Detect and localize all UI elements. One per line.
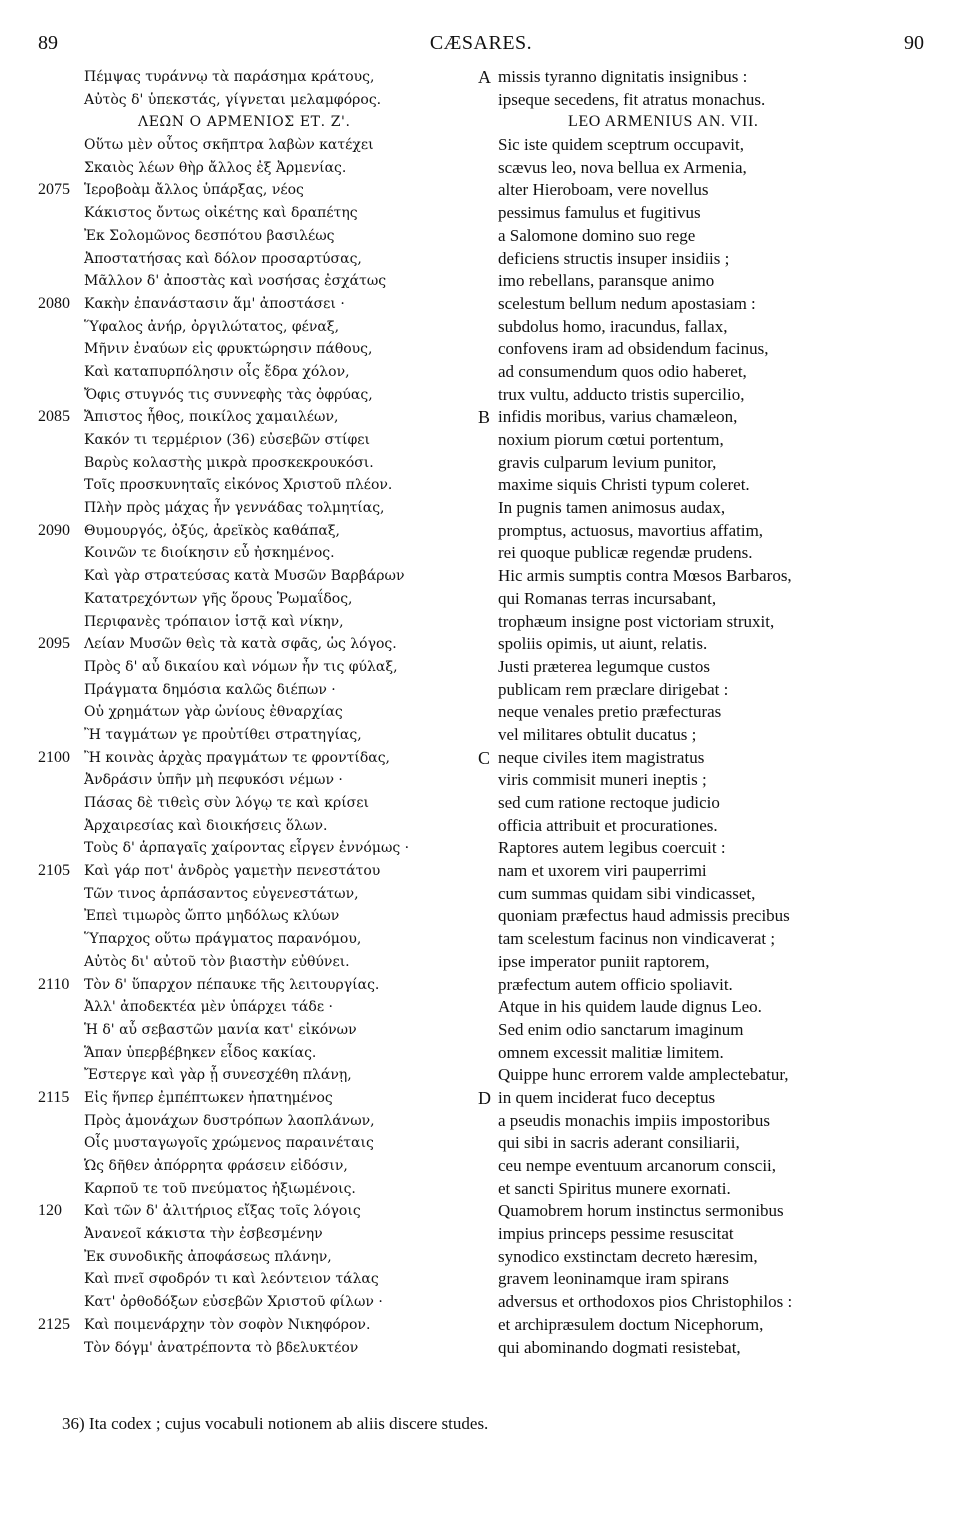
verse-line	[38, 429, 488, 452]
latin-section-heading	[478, 111, 928, 134]
greek-column	[38, 66, 491, 1359]
verse-text: qui abominando dogmati resistebat,	[498, 1337, 741, 1357]
verse-text: Αὐτὸς δι' αὐτοῦ τὸν βιαστὴν εὐθύνει.	[84, 953, 350, 970]
verse-line	[478, 565, 928, 588]
verse-line	[478, 1155, 928, 1178]
verse-line	[478, 248, 928, 271]
verse-text: scævus leo, nova bellua ex Armenia,	[498, 157, 747, 177]
verse-line	[478, 611, 928, 634]
verse-line	[38, 270, 488, 293]
verse-text: Κατ' ὀρθοδόξων εὐσεβῶν Χριστοῦ φίλων ·	[84, 1294, 383, 1311]
verse-text: Λείαν Μυσῶν θεὶς τὰ κατὰ σφᾶς, ὡς λόγος.	[84, 636, 397, 653]
verse-line	[38, 179, 488, 202]
verse-text: et sancti Spiritus munere exornati.	[498, 1178, 731, 1198]
verse-text: Πρὸς δ' αὖ δικαίου καὶ νόμων ἦν τις φύλαξ,	[84, 658, 398, 675]
verse-line	[478, 1200, 928, 1223]
verse-line	[38, 1042, 488, 1065]
verse-line	[38, 565, 488, 588]
verse-text: Κατατρεχόντων γῆς ὅρους Ῥωμαΐδος,	[84, 590, 353, 607]
verse-line	[478, 951, 928, 974]
verse-line	[478, 837, 928, 860]
verse-line	[38, 1019, 488, 1042]
verse-text: Πλὴν πρὸς μάχας ἦν γεννάδας τολμητίας,	[84, 500, 385, 517]
verse-line	[478, 384, 928, 407]
verse-text: Ἐκ Σολομῶνος δεσπότου βασιλέως	[84, 227, 335, 244]
verse-text: adversus et orthodoxos pios Christophilos :	[498, 1292, 793, 1312]
line-number: 2110	[38, 975, 70, 993]
verse-text: Πέμψας τυράννῳ τὰ παράσημα κράτους,	[84, 69, 375, 85]
verse-line	[478, 679, 928, 702]
verse-line	[38, 1223, 488, 1246]
verse-line	[38, 905, 488, 928]
verse-line	[38, 406, 491, 429]
verse-line	[38, 1246, 488, 1269]
verse-text: synodico exstinctam decreto hæresim,	[498, 1246, 758, 1266]
verse-text: Ἐπεὶ τιμωρὸς ὤπτο μηδόλως κλύων	[84, 908, 340, 925]
verse-line	[38, 837, 488, 860]
verse-text: viris commisit muneri ineptis ;	[498, 770, 707, 790]
verse-text: missis tyranno dignitatis insignibus :	[498, 67, 748, 86]
verse-line	[478, 474, 928, 497]
running-title: CÆSARES.	[429, 32, 533, 54]
verse-line	[478, 1291, 928, 1314]
verse-text: Καὶ τῶν δ' ἀλιτήριος εἴξας τοῖς λόγοις	[84, 1203, 361, 1220]
verse-line	[478, 406, 928, 429]
verse-line	[478, 724, 928, 747]
verse-text: cum summas quidam sibi vindicasset,	[498, 883, 756, 903]
verse-text: præfectum autem officio spoliavit.	[498, 974, 733, 994]
verse-text: officia attribuit et procurationes.	[498, 815, 718, 835]
verse-text: Ἀλλ' ἀποδεκτέα μὲν ὑπάρχει τάδε ·	[84, 999, 333, 1016]
verse-text: Ὡς δῆθεν ἀπόρρητα φράσειν εἰδόσιν,	[84, 1158, 348, 1174]
verse-text: Περιφανὲς τρόπαιον ἱστᾷ καὶ νίκην,	[84, 613, 344, 630]
verse-line	[38, 1155, 488, 1178]
verse-text: Ὕφαλος ἀνήρ, ὀργιλώτατος, φέναξ,	[84, 318, 340, 335]
verse-text: Αὐτὸς δ' ὑπεκστάς, γίγνεται μελαμφόρος.	[84, 91, 382, 108]
verse-line	[478, 225, 928, 248]
section-marker: A	[478, 67, 491, 87]
verse-line	[38, 656, 488, 679]
verse-line	[478, 747, 928, 770]
verse-line	[38, 747, 491, 770]
verse-text: Πάσας δὲ τιθεὶς σὺν λόγῳ τε καὶ κρίσει	[84, 795, 369, 811]
verse-line	[478, 1337, 928, 1360]
verse-text: Καὶ ποιμενάρχην τὸν σοφὸν Νικηφόρον.	[84, 1316, 371, 1333]
verse-line	[38, 452, 488, 475]
verse-line	[38, 860, 488, 883]
verse-line	[38, 316, 488, 339]
verse-line	[478, 202, 928, 225]
page-header	[0, 32, 962, 56]
verse-line	[478, 996, 928, 1019]
verse-text: et archipræsulem doctum Nicephorum,	[498, 1314, 764, 1334]
verse-line	[478, 1019, 928, 1042]
verse-text: ceu nempe eventuum arcanorum conscii,	[498, 1156, 777, 1175]
verse-line	[38, 1314, 488, 1337]
verse-line	[38, 1291, 488, 1314]
verse-line	[478, 633, 928, 656]
verse-line	[38, 1064, 488, 1087]
verse-line	[38, 815, 488, 838]
verse-line	[478, 769, 928, 792]
verse-line	[478, 974, 928, 997]
greek-section-heading	[38, 111, 488, 134]
verse-text: spoliis opimis, ut aiunt, relatis.	[498, 634, 708, 654]
verse-text: ipseque secedens, fit atratus monachus.	[498, 89, 766, 109]
verse-text: a Salomone domino suo rege	[498, 225, 696, 245]
verse-text: subdolus homo, iracundus, fallax,	[498, 316, 728, 336]
verse-line	[478, 134, 928, 157]
verse-text: qui Romanas terras incursabant,	[498, 588, 717, 608]
verse-text: Sed enim odio sanctarum imaginum	[498, 1019, 744, 1039]
verse-text: Πράγματα δημόσια καλῶς διέπων ·	[84, 681, 336, 698]
verse-line	[38, 633, 488, 656]
verse-line	[38, 701, 488, 724]
page-number-left: 89	[38, 32, 58, 54]
verse-text: Οἷς μυσταγωγοῖς χρώμενος παραινέταις	[84, 1135, 374, 1152]
verse-line	[478, 928, 928, 951]
verse-line	[478, 792, 928, 815]
verse-line	[478, 1178, 928, 1201]
verse-text: Ὄφις στυγνός τις συννεφὴς τὰς ὀφρύας,	[84, 386, 373, 403]
verse-text: Βαρὺς κολαστὴς μικρὰ προσκεκρουκόσι.	[84, 454, 374, 471]
verse-line	[478, 1268, 928, 1291]
verse-text: Τὸν δ' ὕπαρχον πέπαυκε τῆς λειτουργίας.	[84, 976, 380, 993]
verse-line	[478, 89, 928, 112]
line-number: 2075	[38, 181, 70, 199]
verse-line	[38, 1087, 488, 1110]
verse-text: Ἡ δ' αὖ σεβαστῶν μανία κατ' εἰκόνων	[84, 1021, 357, 1038]
verse-text: a pseudis monachis impiis impostoribus	[498, 1110, 770, 1130]
verse-text: ΛΕΩΝ Ο ΑΡΜΕΝΙΟΣ ΕΤ. Ζ'.	[138, 114, 351, 131]
verse-line	[38, 792, 488, 815]
verse-line	[478, 1314, 928, 1337]
line-number: 2115	[38, 1088, 70, 1106]
page-number-right: 90	[904, 32, 924, 54]
verse-text: pessimus famulus et fugitivus	[498, 203, 701, 223]
verse-line	[38, 611, 488, 634]
verse-text: Θυμουργός, ὀξύς, ἀρεϊκὸς καθάπαξ,	[84, 522, 340, 539]
verse-text: Τὸν δόγμ' ἀνατρέποντα τὸ βδελυκτέον	[84, 1339, 359, 1356]
verse-text: gravem leoninamque iram spirans	[498, 1269, 729, 1289]
verse-text: Οὐ χρημάτων γὰρ ὠνίους ἐθναρχίας	[84, 704, 343, 721]
verse-text: Ἱεροβοὰμ ἄλλος ὑπάρξας, νέος	[84, 182, 304, 199]
verse-text: deficiens structis insuper insidiis ;	[498, 248, 730, 268]
verse-line	[478, 656, 928, 679]
verse-text: alter Hieroboam, vere novellus	[498, 180, 709, 200]
verse-text: maxime siquis Christi typum coleret.	[498, 475, 750, 495]
verse-line	[478, 338, 928, 361]
verse-text: in quem inciderat fuco deceptus	[498, 1087, 716, 1107]
verse-line	[38, 225, 488, 248]
verse-text: publicam rem præclare dirigebat :	[498, 679, 729, 699]
verse-line	[478, 66, 928, 89]
verse-text: Τοὺς δ' ἁρπαγαῖς χαίροντας εἶργεν ἐννόμως ·	[84, 840, 410, 857]
verse-text: Κακόν τι τερμέριον (36) εὐσεβῶν στίφει	[84, 432, 370, 448]
verse-line	[478, 520, 928, 543]
verse-text: Καὶ γὰρ στρατεύσας κατὰ Μυσῶν Βαρβάρων	[84, 568, 405, 585]
verse-text: vel militares obtulit ducatus ;	[498, 724, 697, 744]
verse-text: nam et uxorem viri pauperrimi	[498, 861, 707, 881]
verse-text: noxium piorum cœtui portentum,	[498, 430, 724, 449]
verse-text: Ἀποστατήσας καὶ δόλον προσαρτύσας,	[84, 250, 362, 267]
verse-line	[478, 316, 928, 339]
verse-line	[38, 1337, 488, 1360]
line-number: 2125	[38, 1315, 70, 1333]
verse-line	[38, 248, 488, 271]
verse-line	[38, 474, 488, 497]
verse-text: rei quoque publicæ regendæ prudens.	[498, 543, 753, 563]
verse-text: Atque in his quidem laude dignus Leo.	[498, 997, 762, 1017]
section-marker: C	[478, 747, 491, 768]
latin-column	[478, 66, 928, 1359]
line-number: 2090	[38, 521, 70, 539]
verse-line	[38, 1268, 488, 1291]
verse-text: omnem excessit malitiæ limitem.	[498, 1042, 724, 1062]
verse-text: Καὶ γάρ ποτ' ἀνδρὸς γαμετὴν πενεστάτου	[84, 863, 381, 880]
verse-line	[38, 1178, 488, 1201]
verse-text: Justi præterea legumque custos	[498, 656, 710, 676]
verse-text: scelestum bellum nedum apostasiam :	[498, 293, 756, 313]
verse-line	[38, 1200, 488, 1223]
verse-text: Ἅπαν ὑπερβέβηκεν εἶδος κακίας.	[84, 1044, 317, 1061]
verse-line	[478, 1246, 928, 1269]
verse-text: tam scelestum facinus non vindicaverat ;	[498, 929, 776, 949]
verse-text: Μῆνιν ἐναύων εἰς φρυκτώρησιν πάθους,	[84, 341, 373, 358]
verse-text: Σκαιὸς λέων θὴρ ἄλλος ἐξ Ἀρμενίας.	[84, 159, 347, 176]
verse-line	[478, 157, 928, 180]
line-number: 2095	[38, 635, 70, 653]
verse-line	[38, 361, 488, 384]
verse-text: Hic armis sumptis contra Mœsos Barbaros,	[498, 566, 792, 586]
verse-line	[38, 996, 488, 1019]
verse-text: Τῶν τινος ἁρπάσαντος εὐγενεστάτων,	[84, 885, 359, 902]
verse-line	[478, 429, 928, 452]
verse-line	[38, 769, 488, 792]
verse-text: Ἐκ συνοδικῆς ἀποφάσεως πλάνην,	[84, 1248, 332, 1265]
verse-line	[38, 951, 488, 974]
verse-text: trophæum insigne post victoriam struxit,	[498, 611, 775, 631]
verse-line	[478, 588, 928, 611]
verse-line	[478, 860, 928, 883]
verse-text: quoniam præfectus haud admissis precibus	[498, 906, 790, 926]
verse-text: Εἰς ἥνπερ ἐμπέπτωκεν ἠπατημένος	[84, 1089, 333, 1106]
verse-line	[478, 1087, 928, 1110]
verse-text: Κακὴν ἐπανάστασιν ἅμ' ἀποστάσει ·	[84, 295, 345, 312]
line-number: 2085	[38, 408, 70, 426]
verse-text: Raptores autem legibus coercuit :	[498, 838, 726, 858]
verse-line	[478, 452, 928, 475]
verse-line	[38, 883, 488, 906]
verse-text: promptus, actuosus, mavortius affatim,	[498, 520, 764, 540]
verse-line	[478, 815, 928, 838]
line-number: 120	[38, 1202, 62, 1220]
verse-line	[38, 928, 488, 951]
verse-text: Κοινῶν τε διοίκησιν εὖ ἠσκημένος.	[84, 545, 335, 562]
verse-line	[478, 1132, 928, 1155]
verse-text: ad consumendum quos odio haberet,	[498, 361, 747, 381]
verse-text: Ἔστεργε καὶ γὰρ ᾗ συνεσχέθη πλάνῃ,	[84, 1067, 352, 1084]
footnote: 36) Ita codex ; cujus vocabuli notionem ab aliis discere studes.	[62, 1414, 489, 1433]
verse-line	[38, 542, 488, 565]
verse-line	[38, 1110, 488, 1133]
verse-line	[478, 270, 928, 293]
verse-text: neque civiles item magistratus	[498, 747, 705, 767]
verse-text: Μᾶλλον δ' ἀποστὰς καὶ νοσήσας ἐσχάτως	[84, 273, 387, 290]
verse-line	[38, 520, 488, 543]
line-number: 2080	[38, 294, 70, 312]
verse-line	[38, 202, 488, 225]
verse-line	[478, 701, 928, 724]
verse-text: Ἄπιστος ἦθος, ποικίλος χαμαιλέων,	[84, 409, 339, 426]
verse-line	[38, 588, 488, 611]
verse-line	[38, 338, 488, 361]
verse-text: In pugnis tamen animosus audax,	[498, 498, 726, 518]
verse-line	[38, 384, 488, 407]
verse-line	[478, 1064, 928, 1087]
verse-line	[38, 679, 488, 702]
verse-line	[38, 497, 488, 520]
verse-line	[478, 542, 928, 565]
verse-text: Καρποῦ τε τοῦ πνεύματος ἠξιωμένοις.	[84, 1180, 356, 1197]
verse-text: sed cum ratione rectoque judicio	[498, 793, 720, 812]
line-number: 2100	[38, 748, 70, 766]
verse-line	[478, 1110, 928, 1133]
verse-line	[38, 157, 488, 180]
verse-line	[38, 66, 488, 89]
verse-line	[478, 1223, 928, 1246]
verse-text: confovens iram ad obsidendum facinus,	[498, 339, 769, 359]
verse-line	[38, 293, 488, 316]
verse-text: Ἀρχαιρεσίας καὶ διοικήσεις ὅλων.	[84, 817, 328, 834]
verse-line	[38, 134, 488, 157]
verse-line	[478, 293, 928, 316]
verse-text: Quamobrem horum instinctus sermonibus	[498, 1201, 784, 1221]
verse-text: Καὶ καταπυρπόλησιν οἷς ἔδρα χόλον,	[84, 363, 350, 380]
verse-line	[38, 1132, 488, 1155]
verse-text: Ὕπαρχος οὕτω πράγματος παρανόμου,	[84, 931, 362, 948]
line-number: 2105	[38, 862, 70, 880]
verse-line	[38, 974, 488, 997]
verse-line	[478, 497, 928, 520]
verse-text: Πρὸς ἀμονάχων δυστρόπων λαοπλάνων,	[84, 1112, 375, 1129]
verse-text: neque venales pretio præfecturas	[498, 702, 722, 722]
verse-text: Κάκιστος ὄντως οἰκέτης καὶ δραπέτης	[84, 205, 358, 222]
verse-line	[38, 89, 488, 112]
verse-text: Τοῖς προσκυνηταῖς εἰκόνος Χριστοῦ πλέον.	[84, 477, 393, 494]
verse-text: Sic iste quidem sceptrum occupavit,	[498, 135, 744, 155]
verse-text: Ἢ ταγμάτων γε προὐτίθει στρατηγίας,	[84, 726, 362, 743]
verse-text: Ἀνδράσιν ὑπῆν μὴ πεφυκόσι νέμων ·	[84, 772, 343, 789]
section-marker: D	[478, 1087, 491, 1108]
verse-text: Οὕτω μὲν οὗτος σκῆπτρα λαβὼν κατέχει	[84, 137, 374, 154]
verse-text: infidis moribus, varius chamæleon,	[498, 407, 738, 427]
verse-line	[38, 724, 488, 747]
verse-text: impius princeps pessime resuscitat	[498, 1224, 734, 1244]
verse-text: LEO ARMENIUS AN. VII.	[568, 113, 759, 131]
verse-line	[478, 905, 928, 928]
verse-text: imo rebellans, paransque animo	[498, 271, 715, 291]
section-marker: B	[478, 407, 491, 428]
verse-text: trux vultu, adducto tristis supercilio,	[498, 384, 745, 404]
verse-text: Καὶ πνεῖ σφοδρόν τι καὶ λεόντειον τάλας	[84, 1271, 379, 1288]
verse-line	[478, 1042, 928, 1065]
verse-line	[478, 179, 928, 202]
verse-line	[478, 883, 928, 906]
verse-text: ipse imperator puniit raptorem,	[498, 951, 710, 971]
verse-text: gravis culparum levium punitor,	[498, 452, 717, 472]
verse-line	[478, 361, 928, 384]
verse-text: Quippe hunc errorem valde amplectebatur,	[498, 1065, 789, 1085]
verse-text: Ἢ κοινὰς ἀρχὰς πραγμάτων τε φροντίδας,	[84, 749, 391, 766]
verse-text: qui sibi in sacris aderant consiliarii,	[498, 1133, 740, 1153]
verse-text: Ἀνανεοῖ κάκιστα τὴν ἐσβεσμένην	[84, 1226, 323, 1243]
